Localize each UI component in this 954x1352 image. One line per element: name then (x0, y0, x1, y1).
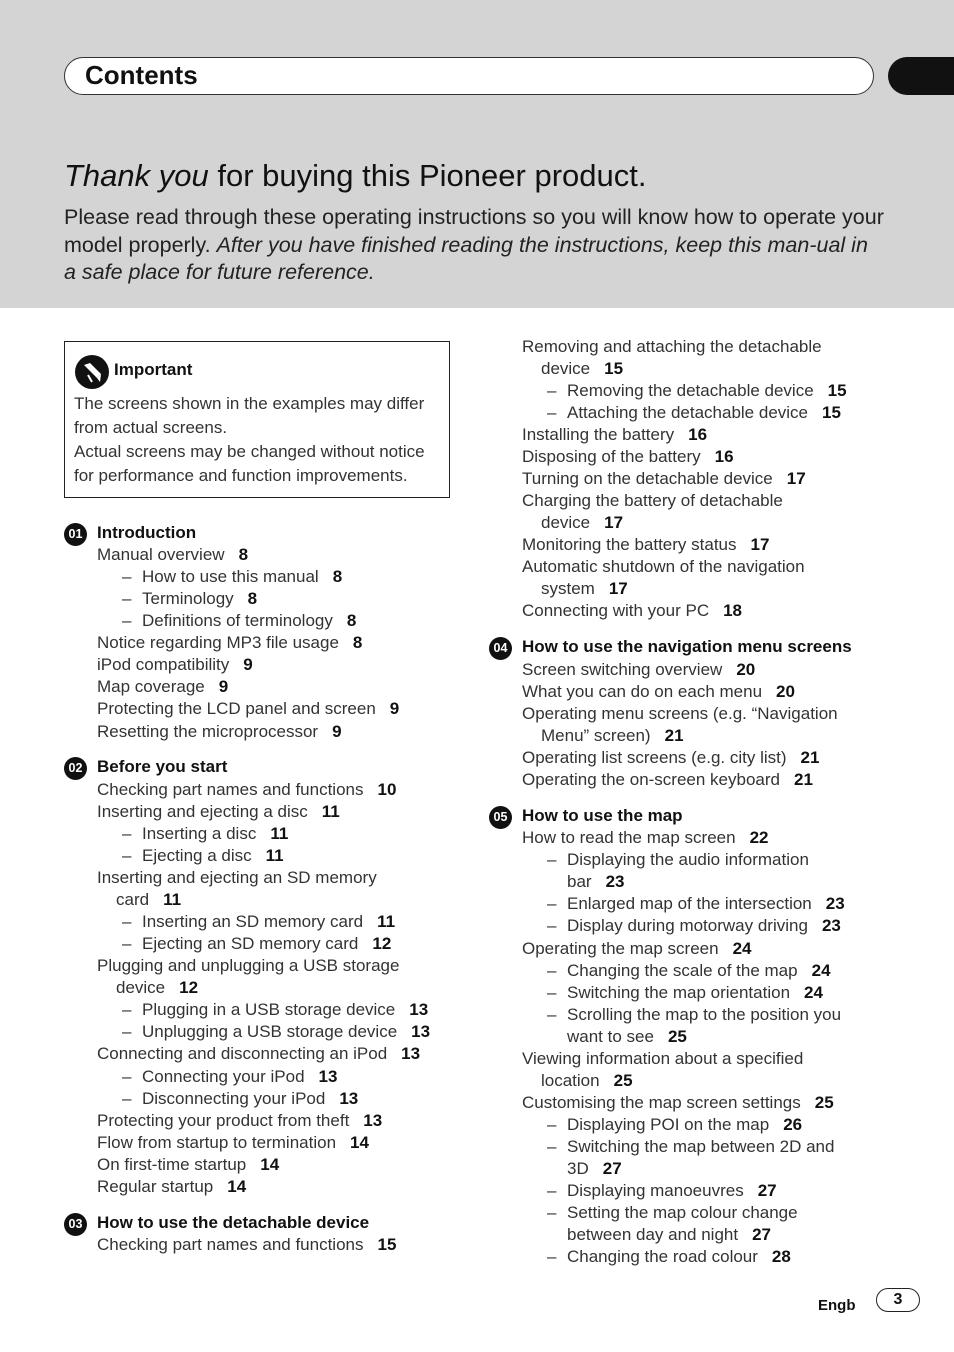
toc-page-number: 20 (736, 660, 756, 679)
dash-bullet: – (122, 846, 132, 865)
toc-page-number: 8 (332, 567, 343, 586)
toc-page-number: 21 (794, 770, 813, 789)
toc-page-number: 14 (260, 1155, 280, 1174)
toc-entry[interactable] (541, 1070, 633, 1092)
dash-bullet: – (122, 1089, 132, 1108)
toc-entry-title: Removing the detachable device (567, 381, 814, 400)
toc-page-number: 17 (750, 535, 770, 554)
dash-bullet: – (547, 1005, 557, 1024)
toc-entry-title: Inserting and ejecting an SD memory (97, 868, 377, 887)
toc-entry-title: Installing the battery (522, 425, 675, 444)
toc-entry[interactable] (541, 358, 623, 380)
section-number-badge: 04 (489, 637, 512, 660)
toc-entry[interactable] (547, 1202, 798, 1224)
toc-page-number: 24 (811, 961, 831, 980)
toc-page-number: 17 (608, 579, 628, 598)
toc-entry-title: Operating menu screens (e.g. “Navigation (522, 704, 838, 723)
toc-entry[interactable] (116, 977, 198, 999)
toc-page-number: 15 (822, 403, 841, 422)
dash-bullet: – (122, 589, 132, 608)
toc-entry-title: Changing the road colour (567, 1247, 758, 1266)
toc-entry-title: 3D (567, 1159, 589, 1178)
toc-entry[interactable] (97, 779, 396, 801)
toc-page-number: 25 (814, 1093, 834, 1112)
toc-entry-title: Regular startup (97, 1177, 214, 1196)
dash-bullet: – (547, 983, 557, 1002)
toc-entry[interactable] (522, 827, 768, 849)
toc-entry[interactable] (97, 698, 399, 720)
toc-entry[interactable] (547, 402, 841, 424)
toc-page-number: 27 (752, 1225, 772, 1244)
toc-entry[interactable] (567, 871, 625, 893)
toc-entry[interactable] (97, 721, 342, 743)
toc-entry[interactable] (541, 512, 623, 534)
toc-entry[interactable] (522, 556, 805, 578)
toc-page-number: 13 (411, 1022, 431, 1041)
toc-entry-title: Unplugging a USB storage device (142, 1022, 398, 1041)
toc-entry[interactable] (522, 600, 742, 622)
toc-page-number: 23 (605, 872, 625, 891)
dash-bullet: – (547, 381, 557, 400)
toc-entry[interactable] (567, 1158, 622, 1180)
contents-bar (64, 57, 874, 95)
intro-paragraph (64, 204, 884, 287)
toc-page-number: 11 (265, 846, 284, 865)
toc-entry-title: What you can do on each menu (522, 682, 763, 701)
toc-entry-title: Terminology (142, 589, 234, 608)
section-number-badge: 05 (489, 806, 512, 829)
toc-entry-title: Switching the map between 2D and (567, 1137, 835, 1156)
toc-entry-title: iPod compatibility (97, 655, 230, 674)
toc-entry-title: location (541, 1071, 600, 1090)
toc-entry[interactable] (547, 893, 845, 915)
toc-entry[interactable] (547, 380, 847, 402)
intro-italic: After you have finished reading the instructions, keep this man-ual in a safe place for future reference. (64, 232, 868, 284)
dash-bullet: – (547, 1137, 557, 1156)
toc-entry[interactable] (122, 845, 284, 867)
toc-entry-title: Monitoring the battery status (522, 535, 737, 554)
toc-entry[interactable] (97, 632, 362, 654)
toc-page-number: 27 (757, 1181, 777, 1200)
section-title[interactable]: How to use the detachable device (97, 1213, 370, 1232)
toc-page-number: 10 (377, 780, 397, 799)
toc-page-number: 21 (800, 748, 820, 767)
toc-page-number: 8 (352, 633, 363, 652)
toc-entry[interactable] (97, 955, 399, 977)
toc-entry[interactable] (97, 1234, 396, 1256)
toc-page-number: 15 (377, 1235, 397, 1254)
toc-entry[interactable] (522, 534, 769, 556)
toc-page-number: 18 (723, 601, 743, 620)
dash-bullet: – (547, 1247, 557, 1266)
toc-entry-title: Checking part names and functions (97, 780, 364, 799)
toc-entry[interactable] (122, 566, 343, 588)
thank-you-rest: for buying this Pioneer product. (208, 158, 647, 193)
section-title[interactable]: How to use the map (522, 806, 683, 825)
toc-entry[interactable] (522, 681, 795, 703)
toc-entry-title: Customising the map screen settings (522, 1093, 801, 1112)
toc-page-number: 15 (604, 359, 624, 378)
dash-bullet: – (547, 894, 557, 913)
important-text-2: Actual screens may be changed without notice for performance and function improvements. (74, 442, 425, 485)
toc-entry[interactable] (522, 490, 783, 512)
toc-entry[interactable] (522, 769, 813, 791)
toc-entry[interactable] (547, 849, 809, 871)
pencil-icon (75, 355, 109, 389)
toc-entry-title: Menu” screen) (541, 726, 651, 745)
toc-entry[interactable] (547, 1246, 791, 1268)
toc-entry-title: Display during motorway driving (567, 916, 808, 935)
toc-page-number: 27 (602, 1159, 622, 1178)
toc-entry-title: Protecting the LCD panel and screen (97, 699, 376, 718)
dash-bullet: – (547, 403, 557, 422)
toc-entry-title: Ejecting a disc (142, 846, 252, 865)
important-text (74, 392, 444, 488)
toc-entry[interactable] (522, 703, 838, 725)
dash-bullet: – (122, 1000, 132, 1019)
toc-entry[interactable] (97, 544, 248, 566)
dash-bullet: – (547, 1115, 557, 1134)
toc-entry-title: Protecting your product from theft (97, 1111, 350, 1130)
thank-you-heading (64, 158, 646, 194)
toc-entry[interactable] (97, 1043, 420, 1065)
toc-entry[interactable] (97, 867, 377, 889)
toc-entry-title: Connecting and disconnecting an iPod (97, 1044, 388, 1063)
toc-page-number: 20 (776, 682, 795, 701)
dash-bullet: – (547, 850, 557, 869)
toc-page-number: 13 (409, 1000, 429, 1019)
toc-entry-title: How to read the map screen (522, 828, 736, 847)
toc-entry[interactable] (522, 446, 734, 468)
toc-page-number: 8 (346, 611, 357, 630)
toc-entry[interactable] (547, 960, 831, 982)
toc-entry-title: Checking part names and functions (97, 1235, 364, 1254)
toc-entry-title: Enlarged map of the intersection (567, 894, 812, 913)
toc-entry[interactable] (567, 1026, 687, 1048)
toc-entry[interactable] (547, 1114, 803, 1136)
toc-page-number: 14 (227, 1177, 247, 1196)
toc-page-number: 16 (688, 425, 708, 444)
section-title[interactable]: How to use the navigation menu screens (522, 637, 852, 656)
toc-entry-title: Inserting a disc (142, 824, 257, 843)
dash-bullet: – (122, 912, 132, 931)
dash-bullet: – (122, 824, 132, 843)
toc-entry[interactable] (522, 1092, 834, 1114)
toc-entry-title: Ejecting an SD memory card (142, 934, 359, 953)
toc-page-number: 23 (825, 894, 845, 913)
important-notice (64, 341, 450, 498)
toc-entry-title: On first-time startup (97, 1155, 247, 1174)
contents-title: Contents (85, 60, 198, 90)
footer-language: Engb (818, 1297, 856, 1314)
toc-entry[interactable] (97, 1176, 246, 1198)
toc-page-number: 8 (247, 589, 258, 608)
toc-entry[interactable] (541, 725, 684, 747)
toc-entry-title: Attaching the detachable device (567, 403, 809, 422)
toc-entry[interactable] (122, 1021, 431, 1043)
dash-bullet: – (122, 1067, 132, 1086)
section-tab-marker (888, 57, 954, 95)
toc-entry[interactable] (97, 1132, 369, 1154)
section-number-badge: 01 (64, 523, 87, 546)
toc-entry-title: system (541, 579, 595, 598)
toc-entry[interactable] (122, 1066, 338, 1088)
toc-entry-title: device (541, 513, 591, 532)
toc-entry-title: Operating list screens (e.g. city list) (522, 748, 787, 767)
toc-entry-title: Viewing information about a specified (522, 1049, 804, 1068)
toc-entry-title: Resetting the microprocessor (97, 722, 319, 741)
toc-entry[interactable] (547, 915, 841, 937)
toc-page-number: 23 (821, 916, 841, 935)
dash-bullet: – (547, 1203, 557, 1222)
important-title: Important (114, 360, 193, 379)
toc-entry-title: Plugging and unplugging a USB storage (97, 956, 400, 975)
toc-entry-title: Notice regarding MP3 file usage (97, 633, 339, 652)
toc-page-number: 9 (243, 655, 253, 674)
toc-entry[interactable] (122, 588, 258, 610)
toc-entry-title: Plugging in a USB storage device (142, 1000, 396, 1019)
toc-page-number: 12 (179, 978, 199, 997)
toc-entry-title: Setting the map colour change (567, 1203, 798, 1222)
dash-bullet: – (122, 567, 132, 586)
toc-entry[interactable] (122, 610, 357, 632)
section-title[interactable]: Before you start (97, 757, 228, 776)
toc-entry-title: device (116, 978, 166, 997)
toc-page-number: 9 (332, 722, 342, 741)
toc-entry[interactable] (522, 468, 806, 490)
toc-entry-title: Turning on the detachable device (522, 469, 773, 488)
toc-page-number: 12 (372, 934, 392, 953)
important-text-1: The screens shown in the examples may differ from actual screens. (74, 394, 425, 437)
toc-entry-title: Inserting and ejecting a disc (97, 802, 308, 821)
toc-page-number: 8 (238, 545, 249, 564)
toc-entry[interactable] (97, 654, 253, 676)
toc-entry[interactable] (122, 933, 392, 955)
toc-entry-title: Switching the map orientation (567, 983, 791, 1002)
toc-entry-title: between day and night (567, 1225, 739, 1244)
toc-entry[interactable] (522, 747, 819, 769)
toc-page-number: 16 (714, 447, 734, 466)
toc-entry[interactable] (522, 424, 707, 446)
toc-entry-title: Flow from startup to termination (97, 1133, 337, 1152)
toc-entry-title: Disposing of the battery (522, 447, 701, 466)
toc-entry-title: Scrolling the map to the position you (567, 1005, 842, 1024)
toc-entry-title: Operating the map screen (522, 939, 719, 958)
section-title[interactable]: Introduction (97, 523, 197, 542)
toc-entry-title: bar (567, 872, 592, 891)
toc-page-number: 13 (339, 1089, 359, 1108)
toc-entry-title: Charging the battery of detachable (522, 491, 783, 510)
section-number-badge: 03 (64, 1213, 87, 1236)
toc-page-number: 17 (604, 513, 624, 532)
toc-entry-title: Removing and attaching the detachable (522, 337, 822, 356)
toc-entry-title: Inserting an SD memory card (142, 912, 364, 931)
toc-entry-title: Displaying manoeuvres (567, 1181, 744, 1200)
toc-entry[interactable] (97, 1110, 382, 1132)
toc-page-number: 11 (377, 912, 396, 931)
toc-entry-title: Changing the scale of the map (567, 961, 798, 980)
toc-entry-title: Disconnecting your iPod (142, 1089, 326, 1108)
toc-entry-title: Connecting with your PC (522, 601, 710, 620)
toc-entry[interactable] (547, 1136, 835, 1158)
toc-entry-title: Manual overview (97, 545, 225, 564)
toc-entry-title: How to use this manual (142, 567, 319, 586)
toc-entry[interactable] (522, 938, 751, 960)
toc-page-number: 25 (613, 1071, 633, 1090)
toc-page-number: 28 (771, 1247, 791, 1266)
toc-page-number: 14 (350, 1133, 369, 1152)
intro-plain: Please read through these operating instructions so you will know how to operate your model properly. (64, 205, 884, 257)
toc-entry-title: Map coverage (97, 677, 205, 696)
toc-entry[interactable] (122, 1088, 359, 1110)
page-header (0, 0, 954, 308)
toc-page-number: 17 (786, 469, 806, 488)
dash-bullet: – (122, 1022, 132, 1041)
toc-entry-title: Connecting your iPod (142, 1067, 305, 1086)
toc-page-number: 24 (804, 983, 823, 1002)
toc-page-number: 15 (827, 381, 847, 400)
toc-entry[interactable] (541, 578, 628, 600)
dash-bullet: – (122, 934, 132, 953)
toc-entry-title: want to see (567, 1027, 654, 1046)
toc-entry-title: device (541, 359, 591, 378)
toc-page-number: 22 (749, 828, 769, 847)
toc-entry-title: Automatic shutdown of the navigation (522, 557, 805, 576)
section-number-badge: 02 (64, 757, 87, 780)
toc-page-number: 11 (270, 824, 289, 843)
toc-page-number: 21 (664, 726, 684, 745)
toc-page-number: 9 (218, 677, 229, 696)
toc-entry[interactable] (522, 336, 822, 358)
toc-entry-title: Displaying the audio information (567, 850, 809, 869)
toc-entry[interactable] (122, 823, 289, 845)
toc-entry-title: Displaying POI on the map (567, 1115, 770, 1134)
toc-entry[interactable] (522, 1048, 803, 1070)
toc-entry-title: Operating the on-screen keyboard (522, 770, 780, 789)
toc-entry[interactable] (547, 1004, 842, 1026)
toc-page-number: 11 (163, 890, 182, 909)
toc-page-number: 25 (667, 1027, 687, 1046)
toc-entry[interactable] (97, 801, 340, 823)
toc-page-number: 13 (401, 1044, 421, 1063)
toc-entry[interactable] (116, 889, 181, 911)
footer-page-number: 3 (876, 1288, 920, 1312)
toc-entry[interactable] (547, 1180, 777, 1202)
toc-page-number: 26 (783, 1115, 803, 1134)
thank-you-italic: Thank you (64, 158, 209, 193)
dash-bullet: – (547, 916, 557, 935)
toc-entry[interactable] (97, 1154, 279, 1176)
toc-entry[interactable] (122, 999, 429, 1021)
toc-entry[interactable] (567, 1224, 771, 1246)
toc-entry-title: card (116, 890, 150, 909)
toc-entry-title: Definitions of terminology (142, 611, 333, 630)
toc-page-number: 9 (389, 699, 400, 718)
toc-entry-title: Screen switching overview (522, 660, 723, 679)
dash-bullet: – (122, 611, 132, 630)
toc-entry[interactable] (547, 982, 823, 1004)
toc-page-number: 13 (318, 1067, 338, 1086)
toc-entry[interactable] (522, 659, 755, 681)
toc-page-number: 13 (363, 1111, 383, 1130)
toc-page-number: 11 (321, 802, 340, 821)
dash-bullet: – (547, 961, 557, 980)
dash-bullet: – (547, 1181, 557, 1200)
toc-page-number: 24 (732, 939, 752, 958)
toc-entry[interactable] (97, 676, 228, 698)
toc-entry[interactable] (122, 911, 396, 933)
